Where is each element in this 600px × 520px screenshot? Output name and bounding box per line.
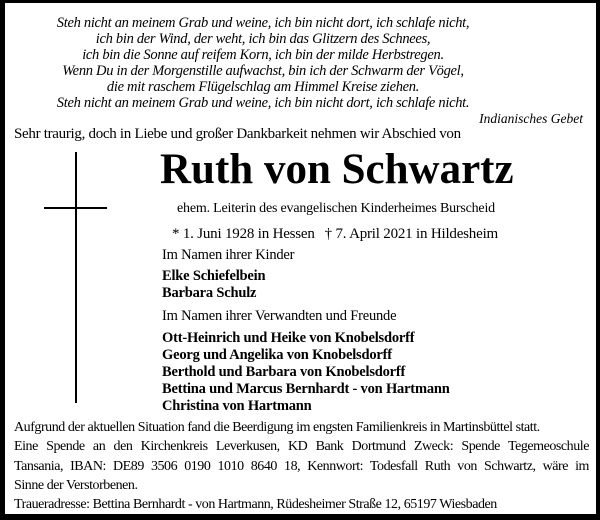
children-heading: Im Namen ihrer Kinder	[162, 247, 295, 263]
mourner-name: Berthold und Barbara von Knobelsdorff	[162, 364, 406, 380]
funeral-note: Aufgrund der aktuellen Situation fand die Beerdigung im engsten Familienkreis in Martinsbüttel statt.	[14, 420, 540, 435]
poem-line: Wenn Du in der Morgenstille aufwachst, bin ich der Schwarm der Vögel,	[62, 63, 464, 79]
mourner-name: Ott-Heinrich und Heike von Knobelsdorff	[162, 330, 415, 346]
deceased-subtitle: ehem. Leiterin des evangelischen Kinderheimes Burscheid	[177, 201, 495, 217]
donation-note-line: Tansania, IBAN: DE89 3506 0190 1010 8640 18, Kennwort: Todesfall Ruth von Schwartz, wäre im	[14, 458, 589, 474]
poem-line: die mit raschem Flügelschlag am Himmel Kreise ziehen.	[106, 79, 420, 95]
obituary-inner	[5, 3, 596, 514]
birth-date: * 1. Juni 1928 in Hessen	[172, 226, 315, 243]
memorial-cross-icon	[75, 152, 77, 403]
poem-line: ich bin die Sonne auf reifem Korn, ich bin der milde Herbstregen.	[82, 47, 444, 63]
mourner-name: Barbara Schulz	[162, 285, 257, 301]
notes-block	[14, 418, 589, 514]
memorial-poem	[5, 15, 521, 111]
mourner-name: Georg und Angelika von Knobelsdorff	[162, 347, 392, 363]
poem-line: ich bin der Wind, der weht, ich bin das Glitzern des Schnees,	[95, 31, 431, 47]
mourning-address: Traueradresse: Bettina Bernhardt - von Hartmann, Rüdesheimer Straße 12, 65197 Wiesbaden	[14, 497, 497, 513]
donation-note-line: Eine Spende an den Kirchenkreis Leverkusen, KD Bank Dortmund Zweck: Spende Tegemeoschule	[14, 439, 589, 455]
memorial-cross-icon	[44, 207, 107, 209]
poem-line: Steh nicht an meinem Grab und weine, ich bin nicht dort, ich schlafe nicht.	[56, 95, 470, 111]
mourner-name: Bettina und Marcus Bernhardt - von Hartmann	[162, 381, 450, 397]
death-date: † 7. April 2021 in Hildesheim	[324, 226, 498, 243]
poem-attribution: Indianisches Gebet	[479, 111, 583, 126]
donation-note-line: Sinne der Verstorbenen.	[14, 477, 138, 493]
announcement-block	[160, 147, 512, 243]
mourner-name: Christina von Hartmann	[162, 398, 312, 414]
farewell-intro: Sehr traurig, doch in Liebe und großer Dankbarkeit nehmen wir Abschied von	[14, 126, 461, 142]
life-dates	[160, 226, 512, 243]
poem-line: Steh nicht an meinem Grab und weine, ich bin nicht dort, ich schlafe nicht,	[56, 15, 470, 31]
mourner-name: Elke Schiefelbein	[162, 268, 266, 284]
mourners-block	[162, 248, 562, 415]
relatives-heading: Im Namen ihrer Verwandten und Freunde	[162, 308, 397, 324]
deceased-name: Ruth von Schwartz	[160, 146, 514, 193]
